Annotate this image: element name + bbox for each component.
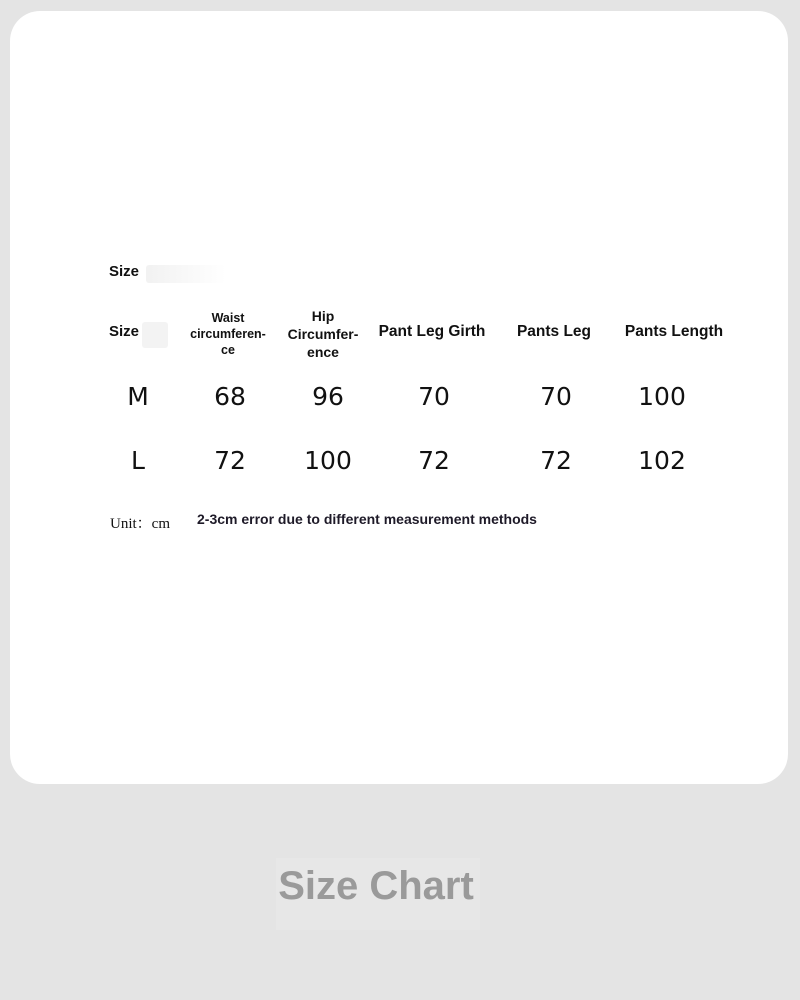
cell-size: L (131, 446, 145, 475)
header-size: Size (109, 323, 140, 340)
cell-size: M (127, 382, 149, 411)
header-waist: Waist circumferen- ce (190, 311, 266, 357)
size-heading: Size (109, 263, 140, 280)
cell-hip: 96 (312, 382, 344, 411)
cell-waist: 72 (214, 446, 246, 475)
header-pants-leg: Pants Leg (516, 323, 592, 340)
cell-pants-length: 102 (638, 446, 686, 475)
cell-pant-leg-girth: 70 (418, 382, 450, 411)
cell-hip: 100 (304, 446, 352, 475)
footer-title: Size Chart (278, 864, 474, 908)
unit-label: Unit：cm (110, 516, 170, 532)
cell-pant-leg-girth: 72 (418, 446, 450, 475)
header-hip: Hip Circumfer- ence (287, 308, 359, 360)
header-pants-length: Pants Length (624, 323, 724, 340)
measurement-note: 2-3cm error due to different measurement methods (197, 511, 537, 527)
header-size-faded-mark (142, 322, 168, 348)
cell-pants-leg: 72 (540, 446, 572, 475)
header-pant-leg-girth: Pant Leg Girth (378, 323, 486, 340)
cell-pants-length: 100 (638, 382, 686, 411)
cell-waist: 68 (214, 382, 246, 411)
size-heading-faded-mark (146, 265, 226, 283)
cell-pants-leg: 70 (540, 382, 572, 411)
